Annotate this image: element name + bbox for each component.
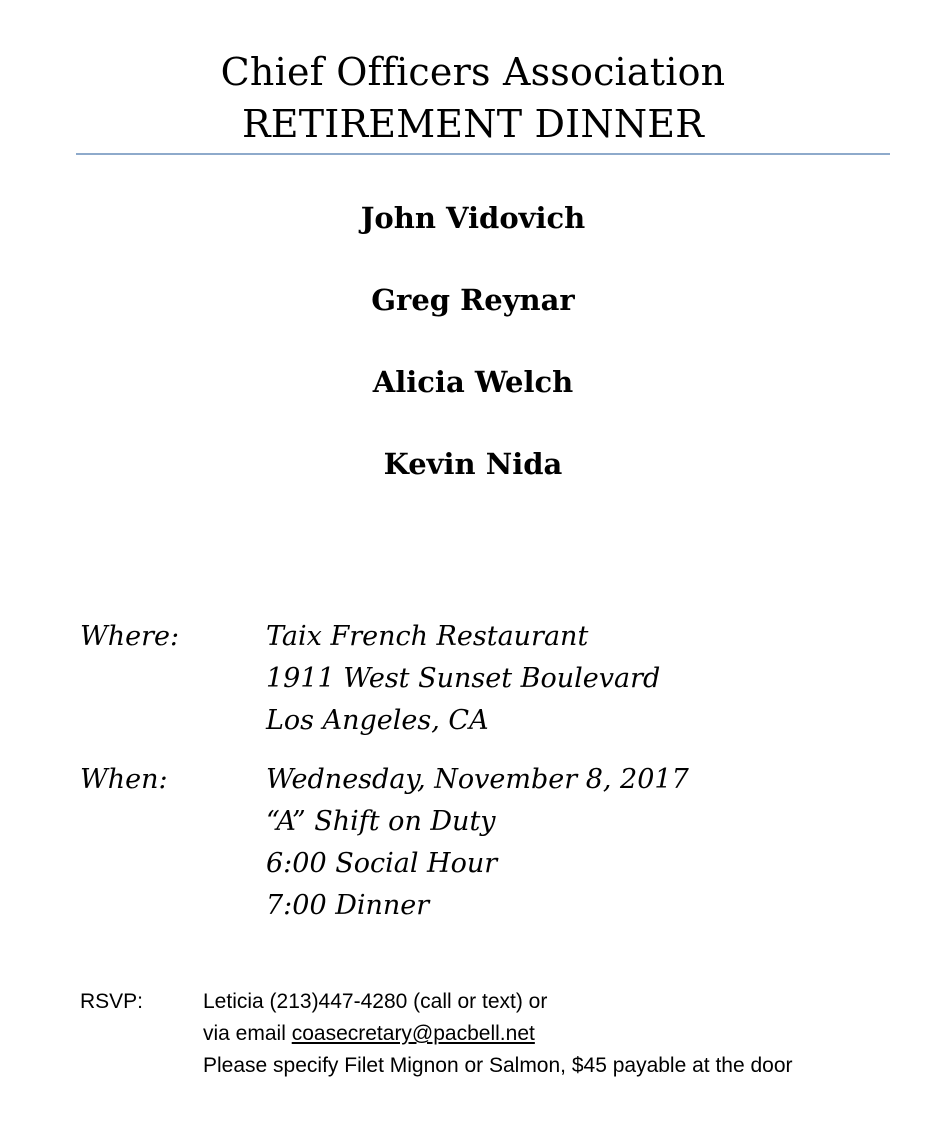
honoree-name: Alicia Welch — [372, 365, 574, 399]
venue-city: Los Angeles, CA — [266, 705, 489, 736]
title-event-name: RETIREMENT DINNER — [241, 102, 705, 146]
document-title — [0, 46, 946, 150]
rsvp-label: RSVP: — [80, 990, 144, 1013]
venue-name: Taix French Restaurant — [266, 621, 589, 652]
when-details — [266, 759, 689, 927]
rsvp-email-line — [203, 1018, 793, 1050]
venue-street: 1911 West Sunset Boulevard — [266, 663, 661, 694]
honoree-name: Kevin Nida — [383, 447, 563, 481]
title-association-name: Chief Officers Association — [220, 50, 726, 94]
duty-shift: “A” Shift on Duty — [266, 806, 496, 837]
where-label: Where: — [80, 621, 180, 652]
rsvp-meal-line: Please specify Filet Mignon or Salmon, $45 payable at the door — [203, 1054, 793, 1077]
rsvp-contact-line: Leticia (213)447-4280 (call or text) or — [203, 990, 548, 1013]
rsvp-email-link[interactable]: coasecretary@pacbell.net — [291, 1022, 535, 1045]
event-date: Wednesday, November 8, 2017 — [266, 764, 689, 795]
rsvp-email-prefix: via email — [203, 1022, 286, 1045]
honoree-name: Greg Reynar — [371, 283, 575, 317]
dinner-time: 7:00 Dinner — [266, 890, 430, 921]
social-hour-time: 6:00 Social Hour — [266, 848, 498, 879]
honoree-name: John Vidovich — [360, 201, 586, 235]
where-details — [266, 616, 660, 742]
when-label: When: — [80, 764, 168, 795]
rsvp-details — [203, 986, 793, 1082]
title-divider — [76, 153, 890, 155]
honoree-list — [0, 195, 946, 523]
